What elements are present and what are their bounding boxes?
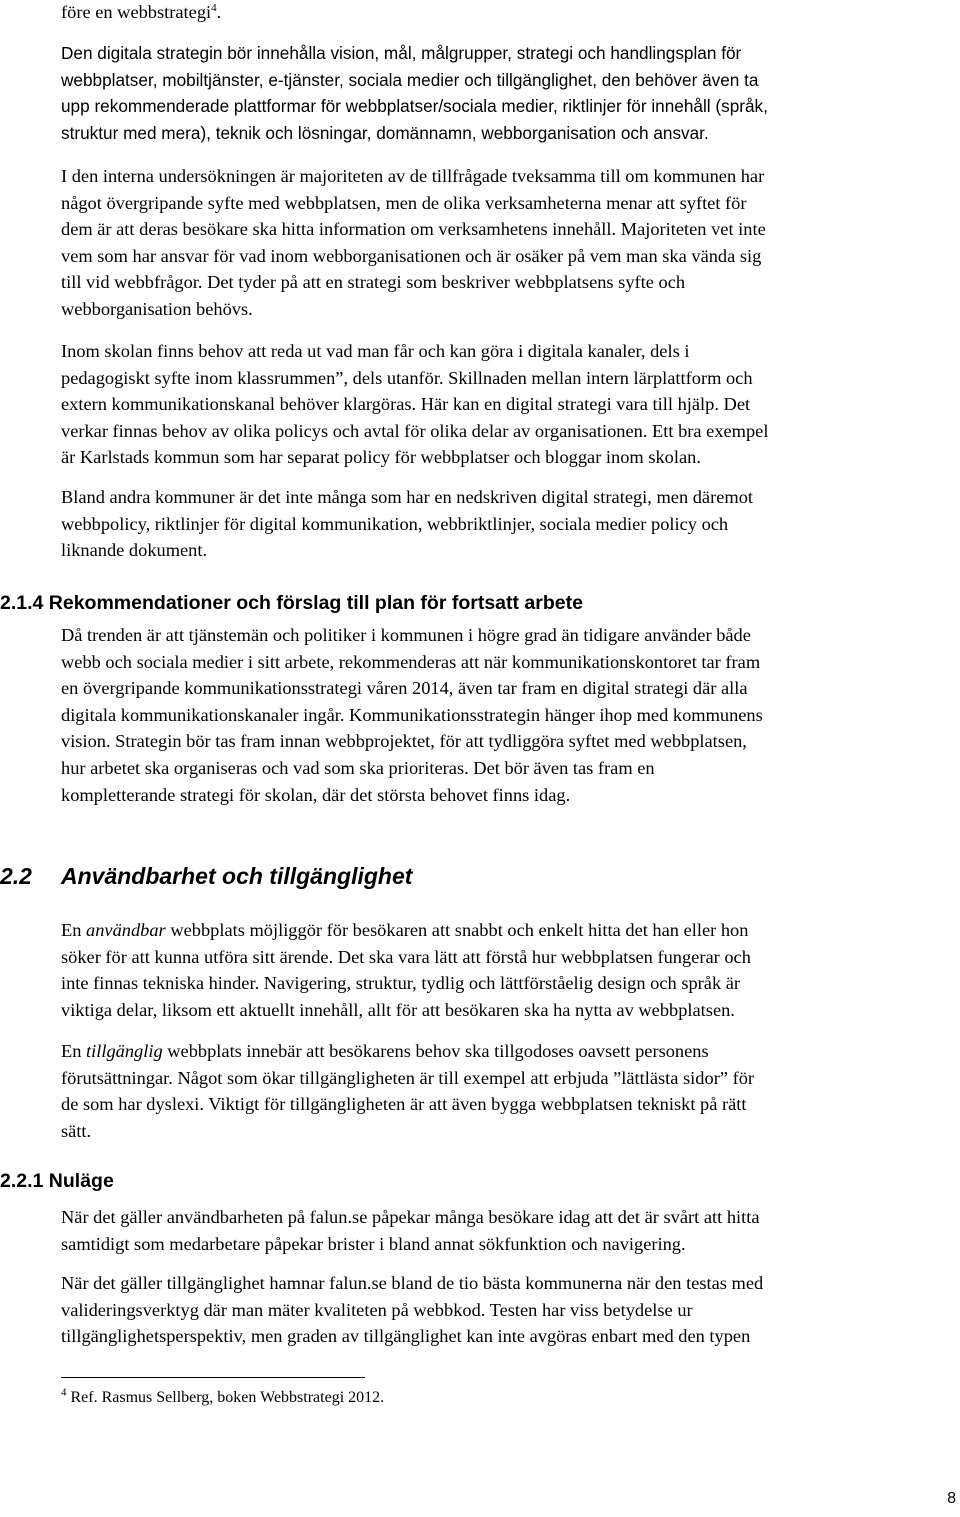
text-line: valideringsverktyg där man mäter kvaliteten på webbkod. Testen har viss betydelse ur: [61, 1299, 693, 1320]
emphasis: användbar: [86, 920, 166, 940]
paragraph-current-accessibility: [61, 1270, 763, 1350]
intro-line: före en webbstrategi$^4$.: [61, 1, 222, 22]
footnote-number: 4: [61, 1386, 67, 1399]
text-line: struktur med mera), teknik och lösningar, domännamn, webborganisation och ansvar.: [61, 122, 709, 143]
text-line: webbpolicy, riktlinjer för digital kommunikation, webbriktlinjer, sociala medier policy och: [61, 513, 729, 534]
text-line: I den interna undersökningen är majoriteten av de tillfrågade tveksamma till om kommunen har: [61, 166, 765, 186]
text-line: något övergripande syfte med webbplatsen, men de olika verksamheterna menar att syftet för: [61, 192, 747, 213]
section-heading-2-2: [0, 862, 413, 890]
paragraph-strategy: [61, 40, 768, 146]
text-line: hur arbetet ska organiseras och vad som ska prioriteras. Det bör även tas fram en: [61, 757, 655, 778]
footnote-text: Ref. Rasmus Sellberg, boken Webbstrategi 2012.: [70, 1389, 385, 1406]
text-line: webbplatser, mobiltjänster, e-tjänster, sociala medier och tillgänglighet, den behöver även ta: [61, 69, 759, 90]
paragraph-internal-survey: [61, 163, 766, 323]
text-line: upp rekommenderade plattformar för webbplatser/sociala medier, riktlinjer för innehåll (språk,: [61, 96, 768, 117]
text-line: En tillgänglig webbplats innebär att besökarens behov ska tillgodoses oavsett personens: [61, 1041, 709, 1061]
text-line: dem är att deras besökare ska hitta information om verksamhetens innehåll. Majoriteten vet inte: [61, 219, 766, 240]
text-line: vision. Strategin bör tas fram innan webbprojektet, för att tydliggöra syftet med webbplatsen,: [61, 731, 747, 752]
text-line: viktiga delar, liksom ett aktuellt innehåll, allt för att besökaren ska ha nytta av webbplatsen.: [61, 999, 735, 1020]
paragraph-school: [61, 338, 768, 471]
page-number: 8: [947, 1490, 956, 1507]
text-line: söker för att kunna utföra sitt ärende. Det ska vara lätt att förstå hur webbplatsen fungerar och: [61, 946, 751, 967]
paragraph-recommendations: [61, 622, 763, 808]
text-line: Då trenden är att tjänstemän och politiker i kommunen i högre grad än tidigare använder både: [61, 625, 751, 645]
text-line: Inom skolan finns behov att reda ut vad man får och kan göra i digitala kanaler, dels i: [61, 341, 690, 361]
text-line: kompletterande strategi för skolan, där det största behovet finns idag.: [61, 784, 571, 805]
paragraph-usability: [61, 917, 751, 1023]
text-line: webborganisation behövs.: [61, 298, 253, 319]
paragraph-other-municipalities: [61, 484, 753, 564]
section-heading-2-2-1: 2.2.1 Nuläge: [0, 1170, 114, 1192]
text-line: inte finnas tekniska hinder. Navigering, struktur, tydlig och lättförståelig design och språk är: [61, 973, 741, 994]
text-line: till vid webbfrågor. Det tyder på att en strategi som beskriver webbplatsens syfte och: [61, 272, 686, 293]
text-line: Den digitala strategin bör innehålla vision, mål, målgrupper, strategi och handlingsplan för: [61, 43, 742, 63]
text-line: förutsättningar. Något som ökar tillgängligheten är till exempel att erbjuda ”lättlästa sidor” för: [61, 1067, 755, 1088]
section-heading-2-1-4: 2.1.4 Rekommendationer och förslag till plan för fortsatt arbete: [0, 592, 583, 614]
heading-title: Användbarhet och tillgänglighet: [61, 863, 413, 889]
footnote-separator: [61, 1377, 365, 1378]
text-line: pedagogiskt syfte inom klassrummen”, dels utanför. Skillnaden mellan intern lärplattform och: [61, 367, 753, 388]
text-line: När det gäller användbarheten på falun.se påpekar många besökare idag att det är svårt att hitta: [61, 1207, 760, 1227]
text-line: liknande dokument.: [61, 540, 208, 561]
paragraph-accessibility: [61, 1038, 754, 1144]
text-line: digitala kommunikationskanaler ingår. Kommunikationsstrategin hänger ihop med kommunens: [61, 704, 763, 725]
text-line: en övergripande kommunikationsstrategi våren 2014, även tar fram en digital strategi där alla: [61, 678, 748, 699]
text-line: samtidigt som medarbetare påpekar brister i bland annat sökfunktion och navigering.: [61, 1233, 686, 1254]
footnote-ref: 4: [211, 1, 217, 14]
text-line: extern kommunikationskanal behöver klargöras. Här kan en digital strategi vara till hjälp. Det: [61, 394, 751, 415]
heading-number: 2.2: [0, 863, 32, 889]
text-line: tillgänglighetsperspektiv, men graden av tillgänglighet kan inte avgöras enbart med den typen: [61, 1326, 751, 1347]
text-line: En användbar webbplats möjliggör för besökaren att snabbt och enkelt hitta det han eller hon: [61, 920, 749, 940]
footnote: [61, 1388, 384, 1408]
text-line: vem som har ansvar för vad inom webborganisationen och är osäker på vem man ska vända sig: [61, 245, 762, 266]
emphasis: tillgänglig: [86, 1041, 163, 1061]
text-line: sätt.: [61, 1120, 92, 1141]
paragraph-current-usability: [61, 1204, 760, 1257]
text-line: När det gäller tillgänglighet hamnar falun.se bland de tio bästa kommunerna när den testas med: [61, 1273, 764, 1293]
text-line: Bland andra kommuner är det inte många som har en nedskriven digital strategi, men däremot: [61, 487, 753, 507]
text-line: verkar finnas behov av olika policys och avtal för olika delar av organisationen. Ett bra exempel: [61, 420, 769, 441]
text-line: är Karlstads kommun som har separat policy för webbplatser och bloggar inom skolan.: [61, 447, 701, 468]
text-line: webb och sociala medier i sitt arbete, rekommenderas att när kommunikationskontoret tar fram: [61, 651, 761, 672]
text-line: de som har dyslexi. Viktigt för tillgängligheten är att även bygga webbplatsen tekniskt på rätt: [61, 1094, 747, 1115]
